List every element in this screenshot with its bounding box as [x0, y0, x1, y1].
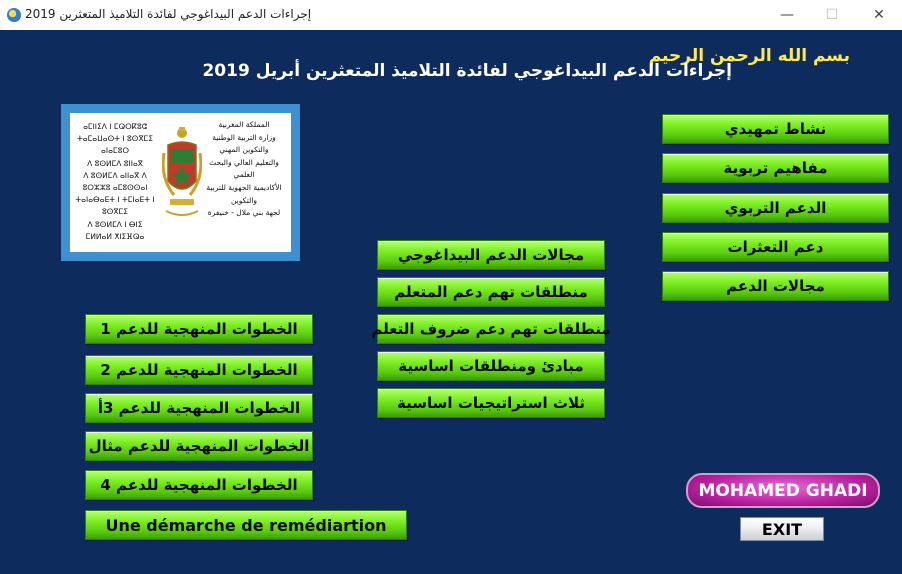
menu-button-difficulty-support[interactable]: دعم التعثرات — [662, 232, 889, 262]
logo-tifinagh-line: ⵜⴰⵎⴰⵡⴰⵙⵜ ⵏ ⵓⵙⴳⵎⵉ ⴰⵏⴰⵎⵓⵔ — [77, 134, 153, 156]
logo-tifinagh-line: ⴰⵎⵏⵏⵉⴷ ⵏ ⵎⵕⵔⴽⵓⵛ — [83, 122, 147, 131]
logo-arabic-line: والتعليم العالي والبحث العلمي — [209, 157, 279, 180]
logo-tifinagh-text — [74, 121, 156, 243]
logo-arabic-line: المملكة المغربية — [218, 120, 270, 129]
menu-button-basic-principles[interactable]: مبادئ ومنطلقات اساسية — [377, 351, 605, 381]
coat-of-arms-icon — [162, 123, 202, 223]
basmala-label: بسم الله الرحمن الرحيم — [648, 46, 850, 66]
menu-button-method-steps-example[interactable]: الخطوات المنهجية للدعم مثال — [85, 431, 313, 461]
exit-button[interactable]: EXIT — [740, 517, 824, 541]
logo-card — [70, 113, 291, 252]
logo-arabic-text — [201, 119, 287, 220]
menu-button-method-steps-4[interactable]: الخطوات المنهجية للدعم 4 — [85, 470, 313, 500]
logo-tifinagh-line: ⵜⴰⵏⴰⴱⴰⴹⵜ ⵏ ⵜⵎⵏⴰⴹⵜ ⵏ ⵓⵙⴳⵎⵉ — [75, 195, 155, 217]
menu-button-introductory-activity[interactable]: نشاط تمهيدي — [662, 114, 889, 144]
app-icon — [7, 8, 21, 22]
menu-button-method-steps-1[interactable]: الخطوات المنهجية للدعم 1 — [85, 314, 313, 344]
ministry-logo — [61, 104, 300, 261]
logo-tifinagh-line: ⴷ ⵓⵙⵍⵎⴷ ⴰⵏⵏⴰⴳ ⴷ ⵓⵔⵣⵣⵓ ⴰⵎⵓⵙⵙⴰⵏ — [82, 170, 148, 193]
menu-button-three-strategies[interactable]: ثلاث استراتيجيات اساسية — [377, 388, 605, 418]
menu-button-method-steps-3a[interactable]: الخطوات المنهجية للدعم 3أ — [85, 393, 313, 423]
logo-arabic-line: الأكاديمية الجهوية للتربية والتكوين — [206, 182, 282, 205]
page-heading: إجراءات الدعم البيداغوجي لفائدة التلاميذ المتعثرين أبريل 2019 — [202, 61, 732, 81]
menu-button-method-steps-2[interactable]: الخطوات المنهجية للدعم 2 — [85, 355, 313, 385]
menu-button-pedagogical-support-fields[interactable]: مجالات الدعم البيداغوجي — [377, 240, 605, 270]
menu-button-remediation-approach[interactable]: Une démarche de remédiartion — [85, 510, 407, 540]
menu-button-learning-conditions-premises[interactable]: منطلقات تهم دعم ضروف التعلم — [377, 314, 605, 344]
logo-tifinagh-line: ⴷ ⵓⵙⵍⵎⴷ ⵓⵏⵏⴰⴳ — [87, 158, 143, 168]
menu-button-learner-support-premises[interactable]: منطلقات تهم دعم المتعلم — [377, 277, 605, 307]
window-title: إجراءات الدعم البيداغوجي لفائدة التلاميذ المتعثرين 2019 — [25, 7, 312, 21]
minimize-button[interactable]: — — [780, 7, 794, 23]
logo-tifinagh-line: ⴷ ⵓⵙⵍⵎⴷ ⵏ ⴱⵏⵉ ⵎⵍⵍⴰⵍ ⵅⵏⵉⴼⵕⴰ — [85, 219, 145, 241]
logo-arabic-line: لجهة بني ملال - خنيفرة — [207, 208, 281, 218]
author-badge[interactable]: MOHAMED GHADI — [686, 473, 880, 508]
logo-arabic-line: والتكوين المهني — [219, 145, 269, 155]
title-bar — [0, 0, 902, 30]
menu-button-educational-concepts[interactable]: مفاهيم تربوية — [662, 153, 889, 183]
menu-button-support-fields[interactable]: مجالات الدعم — [662, 271, 889, 301]
close-button[interactable]: ✕ — [873, 7, 885, 23]
logo-arabic-line: وزارة التربية الوطنية — [212, 132, 276, 142]
maximize-button[interactable]: ☐ — [825, 7, 839, 23]
menu-button-educational-support[interactable]: الدعم التربوي — [662, 193, 889, 223]
